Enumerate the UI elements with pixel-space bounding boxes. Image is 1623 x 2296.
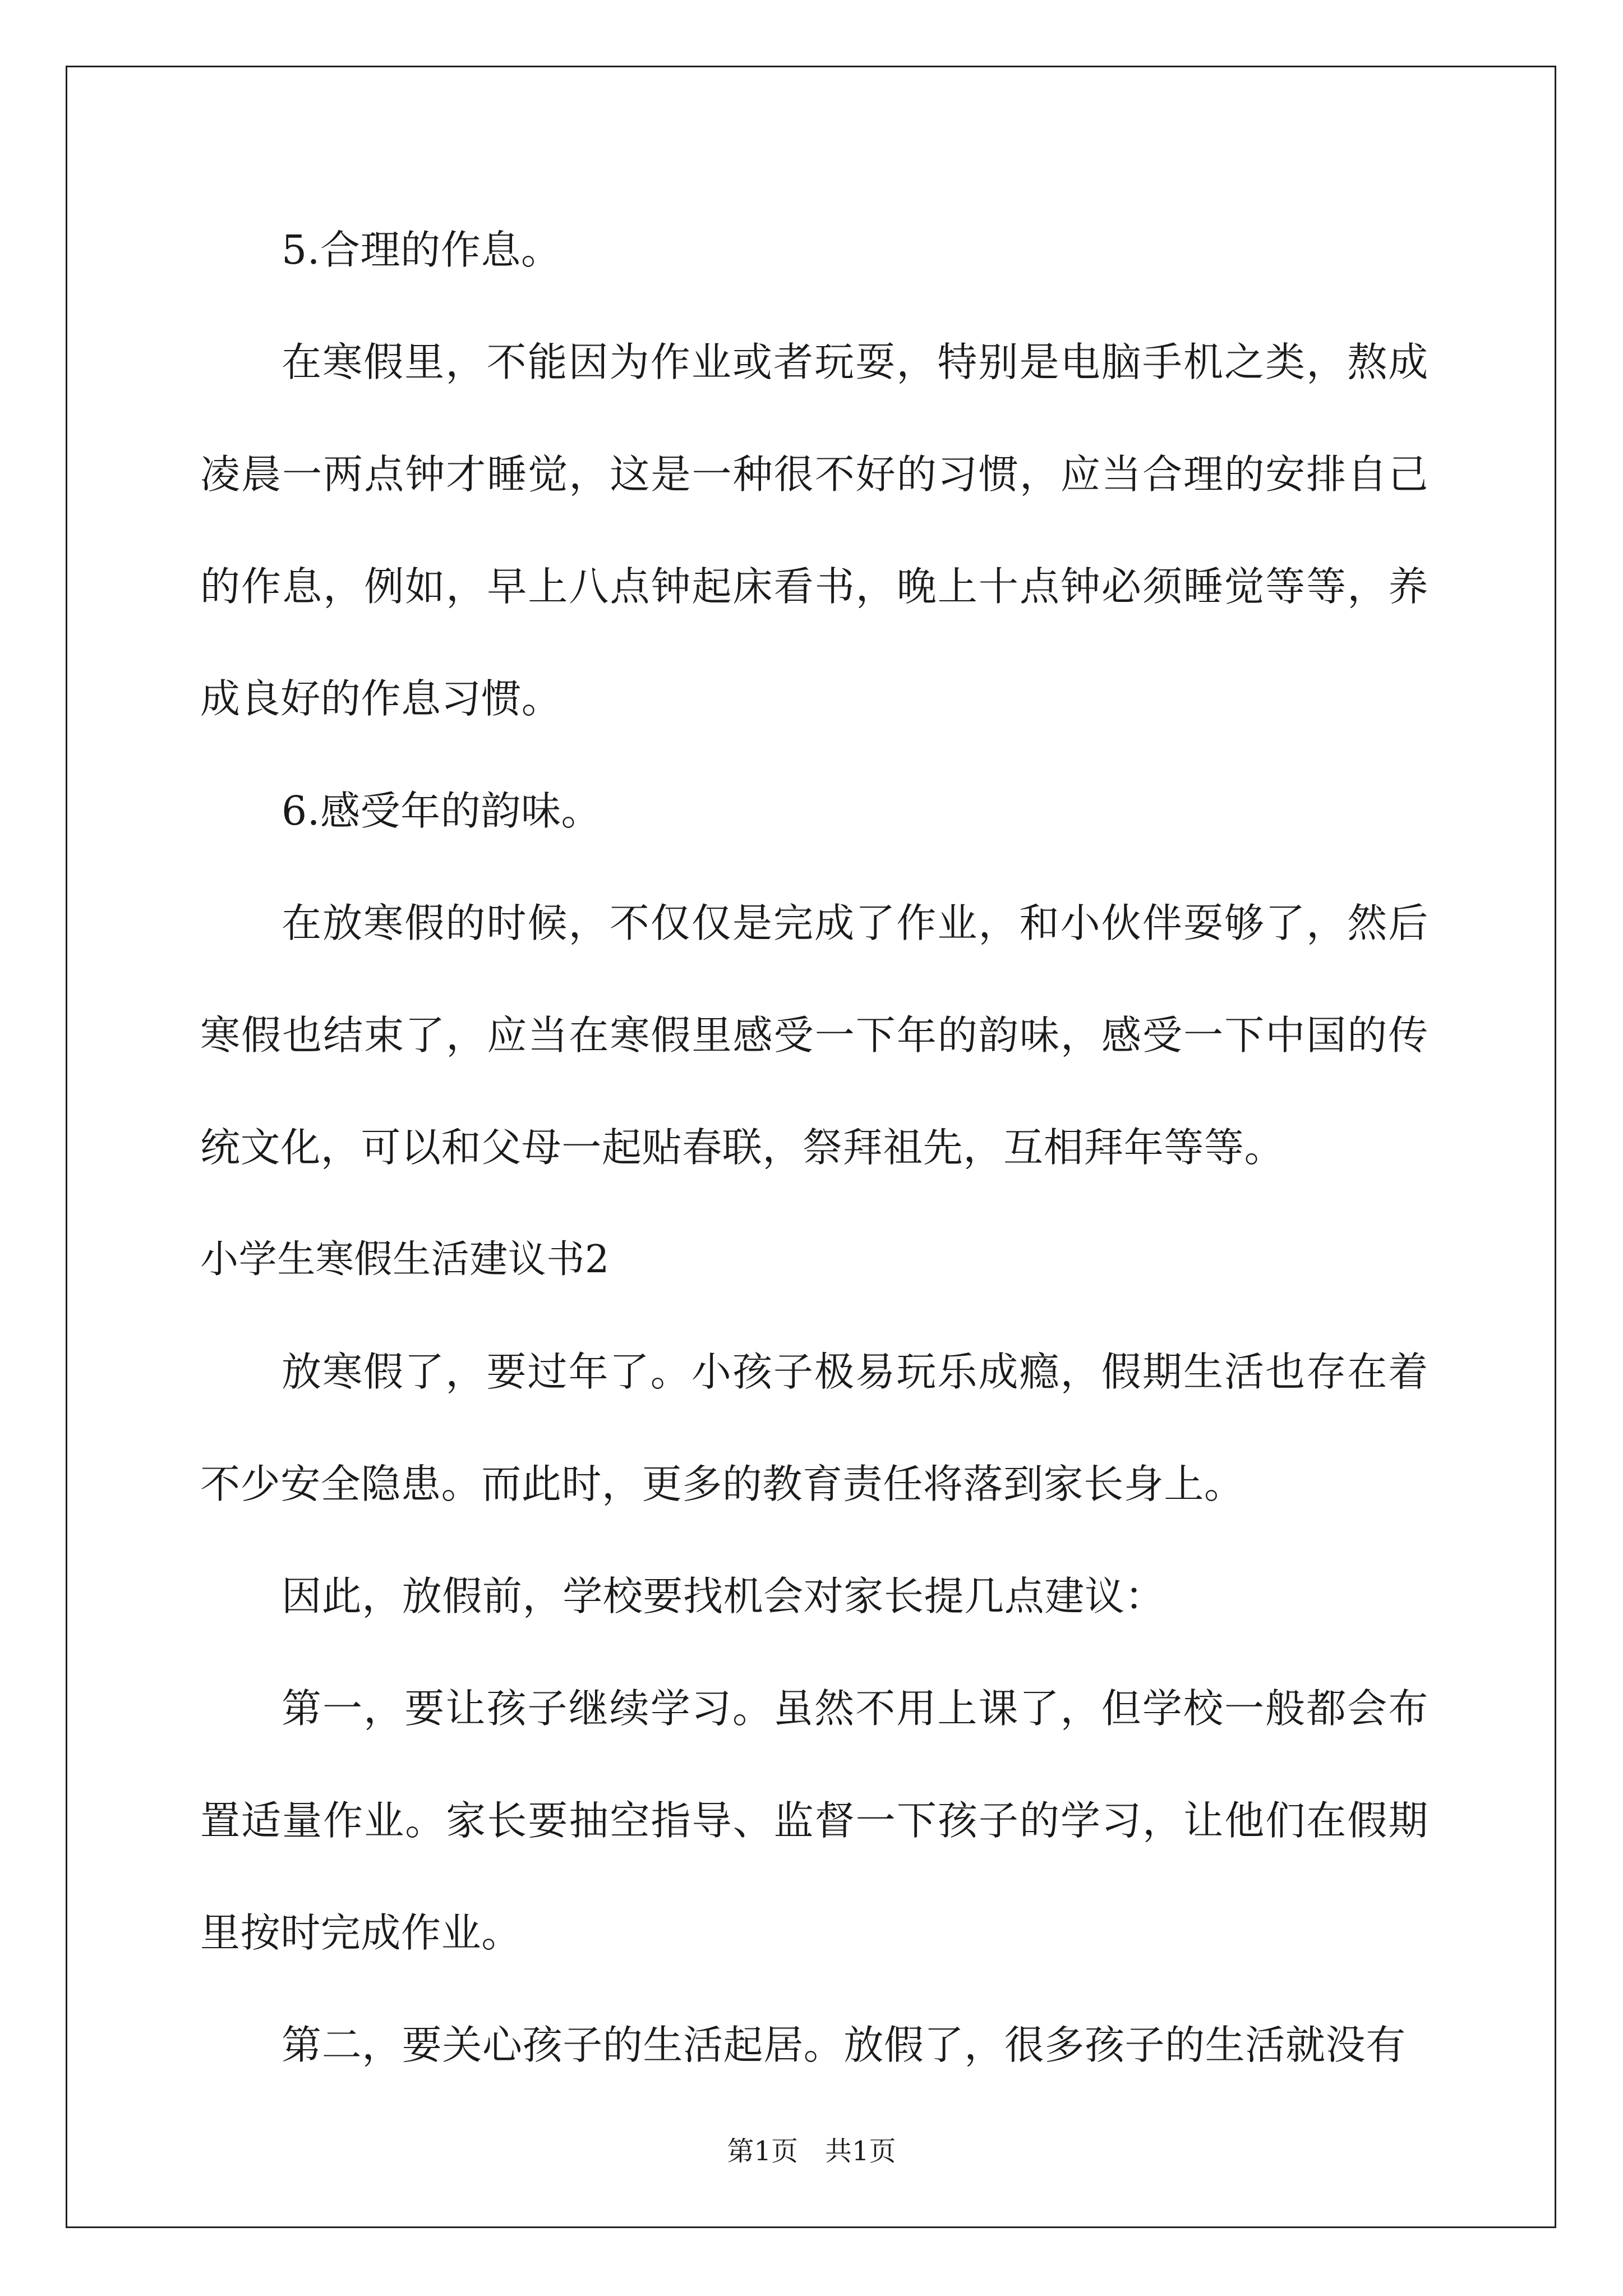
- paragraph-sleep-schedule: 在寒假里，不能因为作业或者玩耍，特别是电脑手机之类，熬成凌晨一两点钟才睡觉，这是一种很不好的习惯，应当合理的安排自己的作息，例如，早上八点钟起床看书，晚上十点钟必须睡觉等等，养成良好的作息习惯。: [200, 339, 1428, 722]
- paragraph-suggestion-two: 第二，要关心孩子的生活起居。放假了，很多孩子的生活就没有: [282, 2022, 1406, 2068]
- paragraph-suggestion-one: 第一，要让孩子继续学习。虽然不用上课了，但学校一般都会布置适量作业。家长要抽空指导、监督一下孩子的学习，让他们在假期里按时完成作业。: [200, 1685, 1428, 1956]
- paragraph-winter-break-intro: 放寒假了，要过年了。小孩子极易玩乐成瘾，假期生活也存在着不少安全隐患。而此时，更多的教育责任将落到家长身上。: [200, 1349, 1428, 1507]
- paragraph-item-heading-6: 6.感受年的韵味。: [282, 788, 602, 834]
- page-number-footer: 第1页 共1页: [727, 2136, 896, 2167]
- paragraph-new-year-flavor: 在放寒假的时候，不仅仅是完成了作业，和小伙伴耍够了，然后寒假也结束了，应当在寒假里感受一下年的韵味，感受一下中国的传统文化，可以和父母一起贴春联，祭拜祖先，互相拜年等等。: [200, 900, 1428, 1171]
- paragraph-item-heading-5: 5.合理的作息。: [282, 227, 561, 273]
- paragraph-suggestions-intro: 因此，放假前，学校要找机会对家长提几点建议：: [282, 1573, 1165, 1619]
- section-title: 小学生寒假生活建议书2: [200, 1237, 610, 1282]
